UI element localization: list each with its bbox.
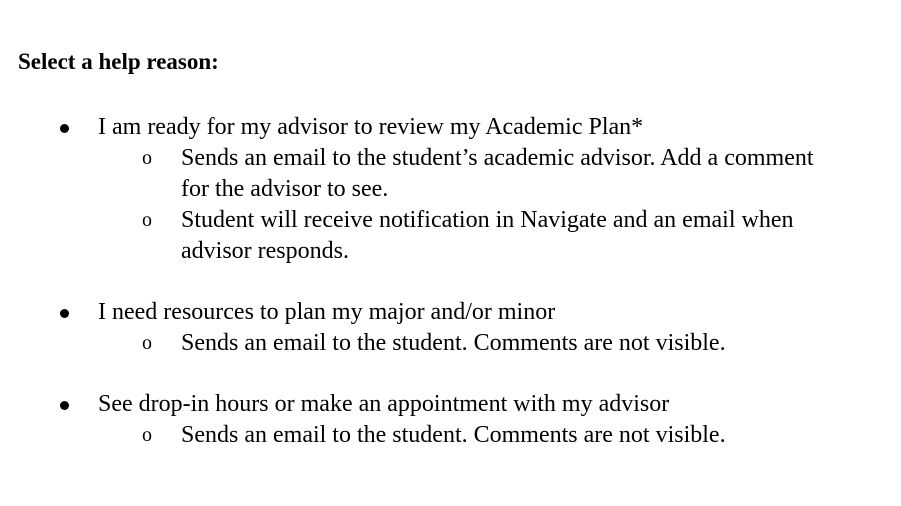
hollow-circle-bullet-icon: o — [142, 209, 152, 231]
page-heading: Select a help reason: — [18, 49, 219, 74]
reason-line — [0, 297, 901, 328]
reason-detail-item — [0, 143, 821, 205]
reason-detail-text: Sends an email to the student. Comments are not visible. — [181, 330, 726, 356]
reason-item-major-minor-resources — [0, 297, 901, 359]
reason-details-list — [0, 420, 901, 451]
reason-label: I need resources to plan my major and/or minor — [98, 299, 556, 325]
reason-detail-text: Student will receive notification in Navigate and an email when advisor responds. — [181, 207, 794, 264]
reason-detail-text: Sends an email to the student’s academic advisor. Add a comment for the advisor to see. — [181, 145, 814, 202]
hollow-circle-bullet-icon: o — [142, 332, 152, 354]
reason-details-list — [0, 328, 901, 359]
hollow-circle-bullet-icon: o — [142, 424, 152, 446]
reason-line — [0, 112, 901, 143]
reason-detail-item — [0, 328, 821, 359]
reason-item-academic-plan-review — [0, 112, 901, 267]
reason-item-drop-in-hours — [0, 389, 901, 451]
reason-label: See drop-in hours or make an appointment with my advisor — [98, 391, 670, 417]
reason-detail-item — [0, 420, 821, 451]
reason-details-list — [0, 143, 901, 267]
reason-detail-item — [0, 205, 821, 267]
reason-detail-text: Sends an email to the student. Comments are not visible. — [181, 422, 726, 448]
reason-line — [0, 389, 901, 420]
filled-circle-bullet-icon — [60, 401, 69, 410]
filled-circle-bullet-icon — [60, 124, 69, 133]
hollow-circle-bullet-icon: o — [142, 147, 152, 169]
reason-label: I am ready for my advisor to review my Academic Plan* — [98, 114, 644, 140]
filled-circle-bullet-icon — [60, 309, 69, 318]
